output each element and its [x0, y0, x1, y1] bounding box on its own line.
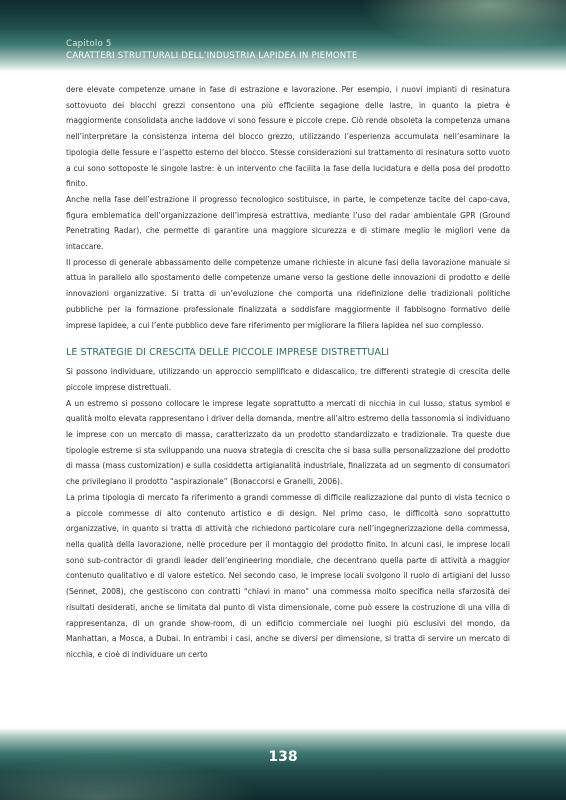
page-header: [0, 0, 566, 72]
section-paragraph: A un estremo si possono collocare le imprese legate soprattutto a mercati di nicchia in cui lusso, status symbol e qualità molto elevata rappresentano i driver della domanda, mentre all’altro estremo della tassonomia si individuano le imprese con un mercato di massa, caratterizzato da un prodotto standardizzato e tradizionale. Tra queste due tipologie estreme si sta sviluppando una nuova strategia di crescita che si basa sulla personalizzazione del prodotto di massa (mass customization) e sulla cosiddetta artigianalità industriale, finalizzata ad un segmento di consumatori che privilegiano il prodotto “aspirazionale” (Bonaccorsi e Granelli, 2006).: [66, 398, 510, 487]
body-paragraph: Il processo di generale abbassamento delle competenze umane richieste in alcune fasi della lavorazione manuale si attua in parallelo allo spostamento delle competenze umane verso la gestione delle innovazioni di prodotto e delle innovazioni organizzative. Si tratta di un’evoluzione che comporta una ridefinizione delle tradizionali politiche pubbliche per la formazione professionale finalizzata a soddisfare maggiormente il fabbisogno formativo delle imprese lapidee, a cui l’ente pubblico deve fare riferimento per migliorare la filiera lapidea nel suo complesso.: [66, 257, 510, 330]
section-paragraph: Si possono individuare, utilizzando un approccio semplificato e didascalico, tre differenti strategie di crescita delle piccole imprese distrettuali.: [66, 367, 510, 392]
page-body: [66, 82, 510, 663]
body-paragraph: Anche nella fase dell’estrazione il progresso tecnologico sostituisce, in parte, le competenze tacite del capo-cava, figura emblematica dell’organizzazione dell’impresa estrattiva, mediante l’uso del radar ambientale GPR (Ground Penetrating Radar), che permette di garantire una maggiore sicurezza e di stimare meglio le migliori vene da intaccare.: [66, 194, 510, 252]
chapter-label: Capitolo 5: [66, 39, 112, 49]
chapter-title: CARATTERI STRUTTURALI DELL’INDUSTRIA LAPIDEA IN PIEMONTE: [66, 51, 358, 61]
body-paragraph: dere elevate competenze umane in fase di estrazione e lavorazione. Per esempio, i nuovi impianti di resinatura sottovuoto dei blocchi grezzi consentono una più efficiente segagione delle lastre, in quanto la pietra è maggiormente consolidata anche laddove vi sono fessure e piccole crepe. Ciò rende obsoleta la competenza umana nell’interpretare la consistenza interna del blocco grezzo, utilizzando l’esperienza accumulata nell’esaminare la tipologia delle fessure e l’aspetto esterno del blocco. Stesse considerazioni sul trattamento di resinatura sotto vuoto a cui sono sottoposte le singole lastre: è un intervento che facilita la fase della lucidatura e della posa del prodotto finito.: [66, 85, 510, 189]
page-number: 138: [268, 749, 298, 765]
section-paragraph: La prima tipologia di mercato fa riferimento a grandi commesse di difficile realizzazione dal punto di vista tecnico o a piccole commesse di alto contenuto artistico e di design. Nel primo caso, le difficoltà sono soprattutto organizzative, in quanto si tratta di attività che richiedono particolare cura nell’ingegnerizzazione della commessa, nella qualità della lavorazione, nelle procedure per il montaggio del prodotto finito. In alcuni casi, le imprese locali sono sub-contractor di grandi leader dell’engineering mondiale, che decentrano quella parte di attività a maggior contenuto qualitativo e di valore estetico. Nel secondo caso, le imprese locali svolgono il ruolo di artigiani del lusso (Sennet, 2008), che gestiscono con contratti “chiavi in mano” una commessa molto specifica nella sfarzosità dei risultati desiderati, anche se limitata dal punto di vista dimensionale, come può essere la costruzione di una villa di rappresentanza, di un grande show-room, di un edificio commerciale nei luoghi più esclusivi del mondo, da Manhattan, a Mosca, a Dubai. In entrambi i casi, anche se diversi per dimensione, si tratta di servire un mercato di nicchia, e cioè di individuare un certo: [66, 492, 510, 659]
section-title: LE STRATEGIE DI CRESCITA DELLE PICCOLE IMPRESE DISTRETTUALI: [66, 347, 390, 359]
header-glow: [360, 0, 566, 50]
